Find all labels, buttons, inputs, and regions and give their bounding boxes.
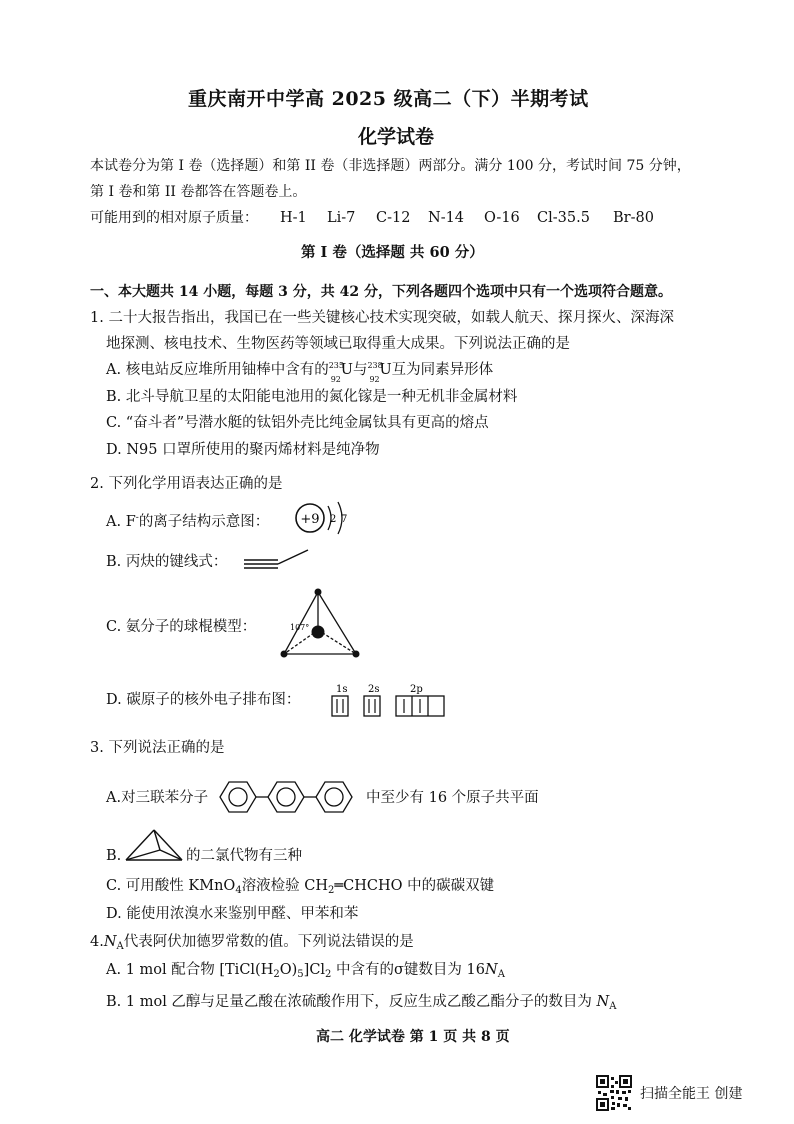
q4-na: N	[103, 934, 117, 950]
q3-option-b-tail: 的二氯代物有三种	[186, 848, 302, 864]
q4-option-b-text: B. 1 mol 乙醇与足量乙酸在浓硫酸作用下，反应生成乙酸乙酯分子的数目为	[106, 994, 597, 1010]
nucleus-charge: +9	[300, 512, 320, 527]
q3-option-c	[106, 876, 494, 901]
q1-option-c: C. “奋斗者”号潜水艇的钛铝外壳比纯金属钛具有更高的熔点	[106, 415, 489, 431]
atomic-mass-c: C-12	[376, 210, 411, 226]
q1-option-a-conj: 与	[352, 362, 368, 378]
q4-option-a-mid-2: ]Cl	[303, 962, 326, 978]
carbon-orbital-diagram	[330, 682, 450, 722]
q3-option-c-pre: C. 可用酸性 KMnO	[106, 878, 236, 894]
atomic-mass-br: Br-80	[613, 210, 654, 226]
q4-stem-text: 代表阿伏加德罗常数的值。下列说法错误的是	[123, 934, 414, 950]
bicyclo-structure	[124, 822, 186, 868]
qr-code-icon	[596, 1075, 632, 1111]
atomic-mass-label: 可能用到的相对原子质量：	[90, 210, 258, 226]
q3-option-b-prefix: B.	[106, 848, 122, 864]
fluoride-ion-diagram	[292, 500, 362, 536]
q4-option-a-tail: 中含有的σ键数目为 16	[331, 962, 485, 978]
q2-stem: 2. 下列化学用语表达正确的是	[90, 476, 283, 492]
q3-option-c-tail: ═CHCHO 中的碳碳双键	[334, 878, 495, 894]
intro-line-1: 本试卷分为第 I 卷（选择题）和第 II 卷（非选择题）两部分。满分 100 分，考试时间 75 分钟，	[90, 158, 691, 174]
q1-stem-line-2: 地探测、核电技术、生物医药等领域已取得重大成果。下列说法正确的是	[106, 336, 570, 352]
q4-option-a-sub-2: 5	[297, 969, 304, 980]
q4-option-a-na-sub: A	[497, 969, 505, 980]
section-heading: 第 I 卷（选择题 共 60 分）	[301, 244, 484, 261]
q2-option-c: C. 氨分子的球棍模型：	[106, 619, 257, 635]
q3-option-c-sub-2: 2	[328, 885, 335, 896]
page-footer: 高二 化学试卷 第 1 页 共 8 页	[316, 1029, 510, 1045]
q2-option-a-tail: 的离子结构示意图：	[138, 514, 270, 530]
atomic-mass-li: Li-7	[327, 210, 356, 226]
bond-angle-label: 107°	[290, 623, 310, 632]
q1-option-b: B. 北斗导航卫星的太阳能电池用的氮化镓是一种无机非金属材料	[106, 389, 518, 405]
exam-title: 重庆南开中学高 2025 级高二（下）半期考试	[188, 88, 589, 110]
q4-option-b-na-sub: A	[609, 1001, 617, 1012]
q2-option-d: D. 碳原子的核外电子排布图：	[106, 692, 301, 708]
orbital-label-1s: 1s	[336, 684, 348, 695]
q2-option-a-charge: -	[135, 513, 139, 523]
q1-stem-line-1: 1. 二十大报告指出，我国已在一些关键核心技术实现突破，如载人航天、探月探火、深海深	[90, 310, 674, 326]
propyne-bond-line	[244, 548, 314, 572]
isotope-z-2: 92	[369, 375, 380, 384]
q1-option-a	[106, 360, 494, 384]
q3-option-d: D. 能使用浓溴水来鉴别甲醛、甲苯和苯	[106, 906, 359, 922]
q3-option-c-mid: 溶液检验 CH	[241, 878, 329, 894]
intro-line-2: 第 I 卷和第 II 卷都答在答题卷上。	[90, 184, 307, 200]
isotope-symbol-2: U	[379, 362, 392, 378]
q4-na-sub: A	[116, 941, 124, 952]
terphenyl-structure	[216, 772, 362, 822]
ammonia-ball-stick-model	[276, 584, 366, 664]
atomic-mass-n: N-14	[428, 210, 465, 226]
q4-option-a-pre: A. 1 mol 配合物 [TiCl(H	[106, 962, 274, 978]
watermark-text: 扫描全能王 创建	[640, 1086, 743, 1102]
atomic-mass-o: O-16	[484, 210, 520, 226]
q2-option-a-label: A. F	[106, 514, 136, 530]
q1-option-a-text: A. 核电站反应堆所用铀棒中含有的	[106, 362, 329, 378]
shell-2-count: 7	[341, 514, 348, 525]
q4-option-a-sub-1: 2	[273, 969, 280, 980]
q3-stem: 3. 下列说法正确的是	[90, 740, 225, 756]
q4-option-a	[106, 960, 505, 985]
q4-option-a-na: N	[485, 962, 498, 978]
isotope-mass-2: 238	[367, 361, 383, 370]
q3-option-c-sub-1: 4	[235, 885, 242, 896]
q3-option-a-tail: 中至少有 16 个原子共平面	[366, 790, 539, 806]
isotope-z-1: 92	[330, 375, 341, 384]
q4-option-a-sub-3: 2	[325, 969, 332, 980]
orbital-label-2s: 2s	[368, 684, 380, 695]
q1-option-d: D. N95 口罩所使用的聚丙烯材料是纯净物	[106, 442, 380, 458]
atomic-mass-h: H-1	[280, 210, 307, 226]
atomic-mass-cl: Cl-35.5	[537, 210, 590, 226]
q3-option-a-prefix: A.对三联苯分子	[106, 790, 209, 806]
q2-option-b: B. 丙炔的键线式：	[106, 554, 228, 570]
orbital-label-2p: 2p	[410, 684, 423, 695]
isotope-mass-1: 235	[328, 361, 344, 370]
isotope-symbol-1: U	[340, 362, 353, 378]
q4-stem	[90, 932, 414, 957]
section-instruction: 一、本大题共 14 小题，每题 3 分，共 42 分，下列各题四个选项中只有一个选项符合题意。	[90, 284, 672, 300]
exam-subtitle: 化学试卷	[358, 126, 435, 148]
shell-1-count: 2	[330, 514, 337, 525]
q4-option-a-mid-1: O)	[279, 962, 298, 978]
q4-option-b	[106, 992, 616, 1017]
q4-option-b-na: N	[596, 994, 610, 1010]
q1-option-a-tail: 互为同素异形体	[391, 362, 494, 378]
q4-number: 4.	[90, 934, 104, 950]
q2-option-a	[106, 508, 269, 532]
